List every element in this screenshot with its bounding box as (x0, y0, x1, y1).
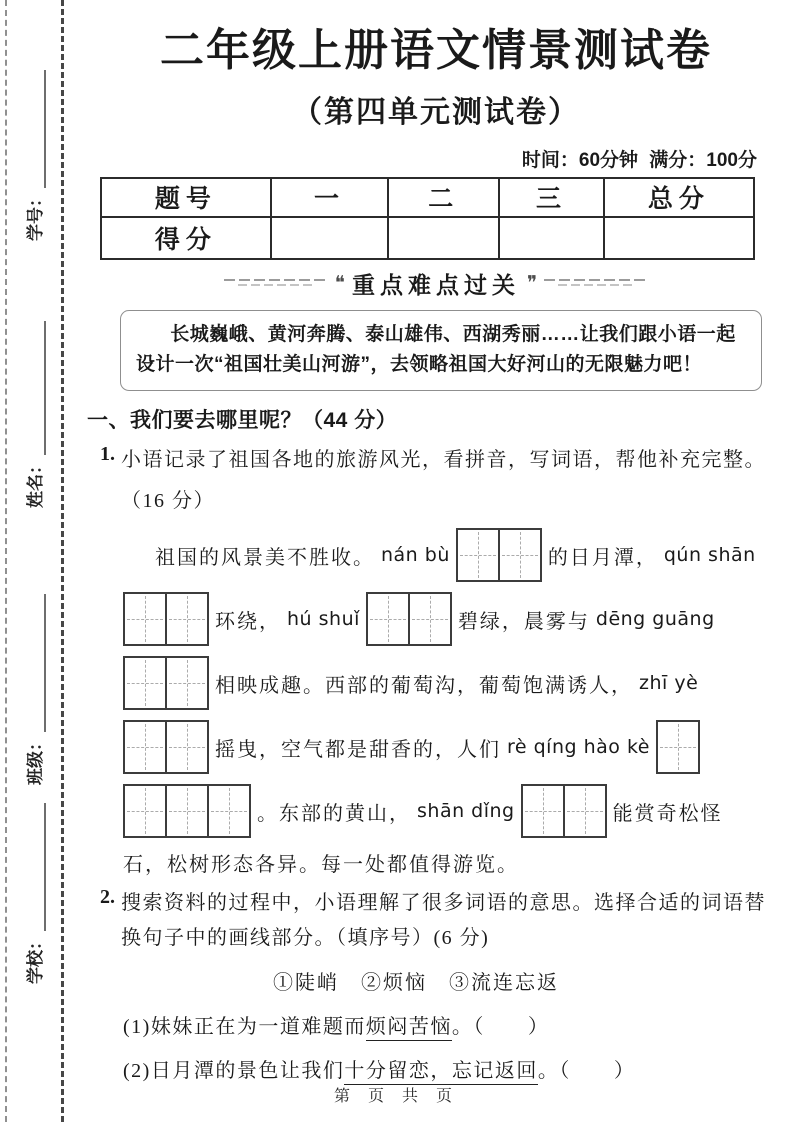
class-label: 班级： (25, 734, 45, 785)
passage-text: 能赏奇松怪 (612, 802, 723, 825)
score-header-total: 总分 (604, 178, 754, 217)
passage-line-6 (123, 847, 787, 877)
passage-line-2 (123, 591, 787, 647)
banner-title: 重点难点过关 (352, 271, 520, 298)
score-table-score-row (101, 217, 754, 259)
class-fill-line[interactable] (29, 594, 46, 732)
item2-underlined-phrase: 十分留恋，忘记返回 (344, 1060, 538, 1085)
page-footer: 第 页 共 页 (333, 1088, 459, 1105)
writing-grid-nan-bu[interactable] (456, 528, 542, 582)
item1-underlined-phrase: 烦闷苦恼 (366, 1016, 452, 1041)
score-table (100, 177, 755, 260)
score-cell-two[interactable] (388, 217, 499, 259)
passage-text: 的日月潭， (547, 546, 658, 569)
passage-line-5 (123, 783, 787, 839)
pinyin-re-qing-hao-ke: rè qíng hào kè (507, 736, 650, 759)
passage-line-1 (123, 527, 787, 583)
score-header-question: 题号 (101, 178, 271, 217)
school-field (21, 803, 46, 984)
item2-answer-blank[interactable]: 。（ ） (537, 1060, 636, 1083)
pinyin-deng-guang: dēng guāng (595, 608, 715, 631)
writing-grid-re-qing-hao-ke-1[interactable] (656, 720, 700, 774)
student-info-margin (14, 22, 52, 1032)
passage-text: 摇曳，空气都是甜香的，人们 (215, 738, 501, 761)
ornament-right-icon: ❞ (527, 271, 538, 294)
q2-options: ①陡峭 ②烦恼 ③流连忘返 (273, 972, 559, 995)
writing-grid-qun-shan[interactable] (123, 592, 209, 646)
score-table-header-row (101, 178, 754, 217)
question-2 (85, 886, 787, 1083)
q2-item-1 (123, 1010, 787, 1039)
passage-line-3 (123, 655, 787, 711)
page-title: 二年级上册语文情景测试卷 (160, 26, 712, 75)
score-header-three: 三 (499, 178, 603, 217)
student-id-label: 学号： (25, 190, 45, 241)
passage-text: 相映成趣。西部的葡萄沟，葡萄饱满诱人， (215, 674, 633, 697)
question-1 (85, 443, 787, 877)
item1-text: (1)妹妹正在为一道难题而 (123, 1016, 366, 1039)
q1-passage (123, 527, 787, 877)
ornament-line-right (544, 279, 648, 287)
q1-score: （16 分） (121, 490, 215, 513)
section1-heading: 一、我们要去哪里呢？（44 分） (87, 409, 398, 433)
passage-text: 石，松树形态各异。每一处都值得游览。 (123, 853, 519, 876)
pinyin-qun-shan: qún shān (663, 544, 756, 567)
passage-text: 祖国的风景美不胜收。 (155, 546, 375, 569)
score-cell-three[interactable] (499, 217, 603, 259)
passage-text: 碧绿，晨雾与 (457, 610, 590, 633)
score-row-label: 得分 (101, 217, 271, 259)
passage-line-4 (123, 719, 787, 775)
name-field (21, 321, 46, 508)
seal-line-outer (5, 0, 7, 1122)
q1-number: 1. (100, 443, 115, 466)
school-fill-line[interactable] (29, 803, 46, 931)
pinyin-nan-bu: nán bù (381, 544, 450, 567)
school-label: 学校： (25, 933, 45, 984)
exam-time-score-meta: 时间：60分钟 满分：100分 (521, 149, 757, 171)
pinyin-hu-shui: hú shuǐ (287, 608, 360, 631)
item2-text: (2)日月潭的景色让我们 (123, 1060, 345, 1083)
writing-grid-re-qing-hao-ke-2[interactable] (123, 784, 251, 838)
writing-grid-hu-shui[interactable] (366, 592, 452, 646)
name-fill-line[interactable] (29, 321, 46, 455)
q2-text: 搜索资料的过程中，小语理解了很多词语的意思。选择合适的词语替换句子中的画线部分。（填序号）(6 分) (121, 892, 766, 950)
score-cell-total[interactable] (604, 217, 754, 259)
name-label: 姓名： (25, 457, 45, 508)
class-field (21, 594, 46, 785)
pinyin-shan-ding: shān dǐng (417, 800, 515, 823)
seal-line-inner (61, 0, 64, 1122)
section-banner (85, 267, 787, 300)
student-id-field (21, 70, 46, 241)
passage-text: 环绕， (215, 610, 281, 633)
intro-box (120, 310, 762, 392)
intro-text: 长城巍峨、黄河奔腾、泰山雄伟、西湖秀丽……让我们跟小语一起设计一次“祖国壮美山河游”，去领略祖国大好河山的无限魅力吧！ (136, 323, 736, 375)
score-cell-one[interactable] (271, 217, 389, 259)
ornament-left-icon: ❝ (334, 271, 345, 294)
passage-text: 。东部的黄山， (257, 802, 411, 825)
q1-text: 小语记录了祖国各地的旅游风光，看拼音，写词语，帮他补充完整。 (121, 449, 766, 472)
q2-item-2 (123, 1054, 787, 1083)
writing-grid-shan-ding[interactable] (521, 784, 607, 838)
item1-answer-blank[interactable]: 。（ ） (451, 1016, 550, 1039)
main-column (85, 0, 787, 1083)
score-header-two: 二 (388, 178, 499, 217)
score-header-one: 一 (271, 178, 389, 217)
page-subtitle: （第四单元测试卷） (292, 95, 580, 129)
student-id-fill-line[interactable] (29, 70, 46, 188)
pinyin-zhi-ye: zhī yè (639, 672, 699, 695)
writing-grid-zhi-ye[interactable] (123, 720, 209, 774)
ornament-line-left (224, 279, 328, 287)
q2-number: 2. (100, 886, 115, 909)
writing-grid-deng-guang[interactable] (123, 656, 209, 710)
